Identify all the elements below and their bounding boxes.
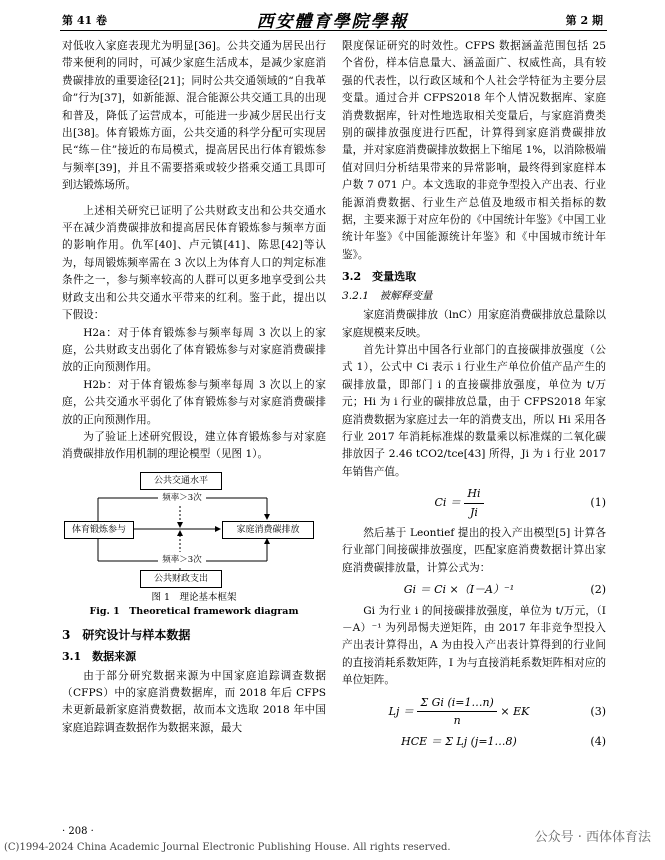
- paragraph: 由于部分研究数据来源为中国家庭追踪调查数据（CFPS）中的家庭消费数据库，而 2018 年后 CFPS 未更新最新家庭消费数据，故而本文选取 2018 年中国家庭追踪调查数据作为数据来源，最大: [62, 669, 326, 734]
- paragraph: 对低收入家庭表现尤为明显[36]。公共交通为居民出行带来便利的同时，可减少家庭生活成本，是减少家庭消费碳排放的重要途径[21]；同时公共交通领域的“自我革命”行为[37]，如新能源、混合能源公共交通工具的出现和普及，降低了运营成本，可能进一步减少居民出行支出[38]。体育锻炼方面，公共交通的科学分配可实现居民“练－住”接近的布局模式，提高居民出行体育锻炼参与频率[39]，并且不需要搭乘或较少搭乘交通工具即可到达锻炼场所。: [62, 40, 326, 192]
- box-freq-top: 频率＞3次: [158, 490, 206, 506]
- left-column: [62, 38, 326, 737]
- eq1-fraction: [464, 485, 483, 521]
- equation-3: [342, 694, 606, 730]
- right-column: [342, 38, 606, 755]
- equation-1: [342, 485, 606, 521]
- box-exercise-participation: 体育锻炼参与: [64, 521, 134, 539]
- eq3-lhs: Lj ＝: [388, 704, 414, 718]
- eq3-numerator: Σ Gi (i=1…n): [417, 694, 496, 712]
- equation-4: [342, 733, 606, 750]
- subsection-heading: 3.1 数据来源: [62, 650, 137, 664]
- eq1-lhs: Ci ＝: [434, 496, 461, 510]
- issue-label: 第 2 期: [565, 14, 603, 27]
- header-rule: [60, 30, 607, 31]
- page-number: · 208 ·: [62, 826, 94, 837]
- paragraph: 上述相关研究已证明了公共财政支出和公共交通水平在减少消费碳排放和提高居民体育锻炼参与频率方面的影响作用。仇军[40]、卢元镇[41]、陈思[42]等认为，每周锻炼频率需在 3 次以上为体育人口的判定标准条件之一，参与频率较高的人群可以更多地享受到公共财政支出和公共交通水平带来的红利。鉴于此，提出以下假设：: [62, 204, 326, 322]
- paragraph: Gi 为行业 i 的间接碳排放强度，单位为 t/万元，（I－A）⁻¹ 为列昂惕夫逆矩阵，由 2017 年非竞争型投入产出表计算得出，A 为由投入产出表计算得到的行业间的直接消耗系数矩阵，I 为与直接消耗系数矩阵相对应的单位矩阵。: [342, 604, 606, 687]
- box-public-transport: 公共交通水平: [140, 472, 222, 490]
- eq1-number: (1): [590, 496, 606, 510]
- paragraph: 为了验证上述研究假设，建立体育锻炼参与对家庭消费碳排放作用机制的理论模型（见图 1）。: [62, 430, 326, 461]
- eq1-denominator: Ji: [470, 505, 478, 519]
- box-freq-bottom: 频率＞3次: [158, 552, 206, 568]
- eq1-numerator: Hi: [464, 485, 483, 503]
- equation-2: [342, 581, 606, 598]
- paragraph: 家庭消费碳排放（lnC）用家庭消费碳排放总量除以家庭规模来反映。: [342, 309, 606, 339]
- watermark: 公众号 · 西体体育法: [534, 830, 651, 845]
- box-public-finance: 公共财政支出: [140, 570, 222, 588]
- hypothesis-h2a: H2a：对于体育锻炼参与频率每周 3 次以上的家庭，公共财政支出弱化了体育锻炼参与对家庭消费碳排放的正向预测作用。: [62, 326, 326, 374]
- eq2-body: Gi ＝ Ci ×（I－A）⁻¹: [403, 583, 515, 597]
- eq3-rhs: × EK: [500, 704, 530, 718]
- subsubsection-heading: 3.2.1 被解释变量: [342, 289, 433, 302]
- eq2-number: (2): [590, 583, 606, 597]
- subsection-heading: 3.2 变量选取: [342, 270, 417, 284]
- eq4-number: (4): [590, 735, 606, 749]
- volume-label: 第 41 卷: [62, 14, 107, 27]
- paragraph: 然后基于 Leontief 提出的投入产出模型[5] 计算各行业部门间接碳排放强度，匹配家庭消费数据计算出家庭消费碳排放量，计算公式为：: [342, 526, 606, 574]
- paragraph: 首先计算出中国各行业部门的直接碳排放强度（公式 1），公式中 Ci 表示 i 行业生产单位价值产品产生的碳排放量，即部门 i 的直接碳排放强度，单位为 t/万元；Hi 为 i 行业的碳排放总量，由于 CFPS2018 年家庭消费数据为家庭过去一年的消费支出，所以 Hi 采用各行业 2017 年消耗标准煤的数量乘以标准煤的二氧化碳排放因子 2.46 tCO2/tce[43] 所得，Ji 为 i 行业 2017 年销售产值。: [342, 343, 606, 478]
- figure-caption-en: Fig. 1 Theoretical framework diagram: [89, 605, 299, 617]
- eq3-number: (3): [590, 704, 606, 718]
- figure-caption-cn: 图 1 理论基本框架: [151, 591, 237, 603]
- box-household-carbon: 家庭消费碳排放: [222, 521, 314, 539]
- hypothesis-h2b: H2b：对于体育锻炼参与频率每周 3 次以上的家庭，公共交通水平弱化了体育锻炼参与对家庭消费碳排放的正向预测作用。: [62, 378, 326, 426]
- eq3-denominator: n: [453, 714, 461, 728]
- eq4-body: HCE ＝ Σ Lj (j=1…8): [401, 735, 517, 749]
- journal-title: 西安體育學院學報: [256, 12, 409, 32]
- copyright-notice: (C)1994-2024 China Academic Journal Electronic Publishing House. All rights reserved.: [4, 842, 451, 853]
- eq3-fraction: [417, 694, 496, 730]
- section-heading: 3 研究设计与样本数据: [62, 627, 191, 642]
- paragraph: 限度保证研究的时效性。CFPS 数据涵盖范围包括 25 个省份，样本信息量大、涵盖面广、权威性高，具有较强的代表性，以行政区域和个人社会学特征为主要分层变量。通过合并 CFPS2018 年个人情况数据库、家庭消费数据库，针对性地选取相关变量后，与家庭消费类别的碳排放强度进行匹配，计算得到家庭消费碳排放量，并对家庭消费碳排放数据上下缩尾 1%，以消除极端值对回归分析结果带来的异常影响，最终得到家庭样本户数 7 071 户。本文选取的非竞争型投入产出表、行业能源消费数据、行业生产总值及地级市相关指标的数据，主要来源于对应年份的《中国统计年鉴》《中国工业统计年鉴》《中国能源统计年鉴》和《中国城市统计年鉴》。: [342, 40, 606, 261]
- framework-figure: [62, 472, 326, 587]
